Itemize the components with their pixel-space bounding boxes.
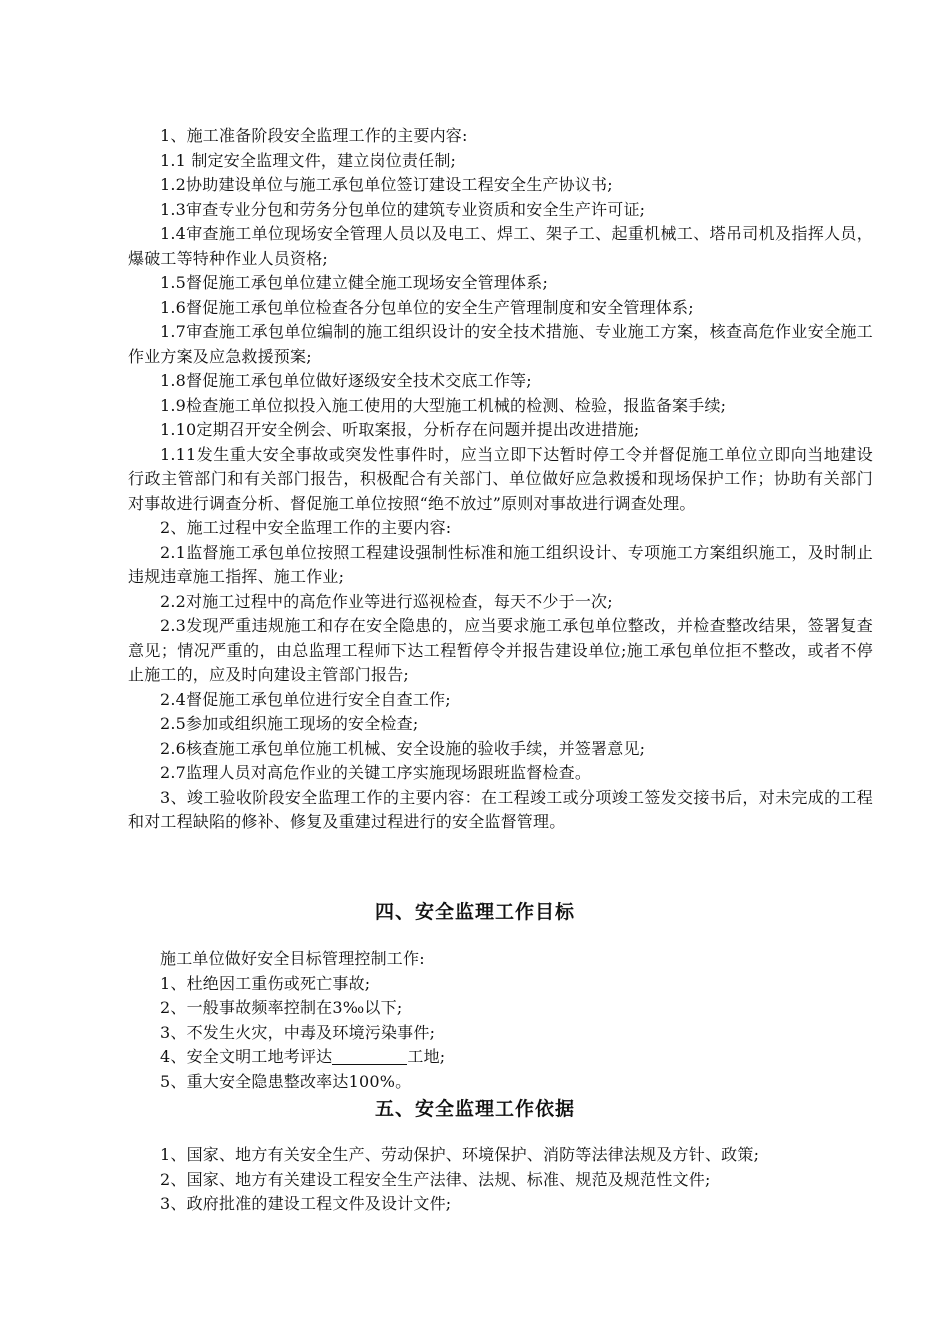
- paragraph: 1.1 制定安全监理文件，建立岗位责任制;: [160, 150, 457, 170]
- paragraph: 1.2协助建设单位与施工承包单位签订建设工程安全生产协议书;: [160, 175, 613, 194]
- goal-item-4-suffix: 工地;: [407, 1047, 446, 1066]
- section-5-heading: 五、安全监理工作依据: [374, 1098, 575, 1120]
- basis-item: 3、政府批准的建设工程文件及设计文件;: [160, 1194, 452, 1213]
- paragraph: 2.1监督施工承包单位按照工程建设强制性标准和施工组织设计、专项施工方案组织施工，及时制止违规违章施工指挥、施工作业;: [128, 542, 873, 586]
- goal-item-5: 5、重大安全隐患整改率达100%。: [160, 1071, 412, 1091]
- basis-item: 2、国家、地方有关建设工程安全生产法律、法规、标准、规范及规范性文件;: [160, 1169, 711, 1189]
- section-4-intro: 施工单位做好安全目标管理控制工作:: [160, 949, 425, 968]
- paragraph: 1.9检查施工单位拟投入施工使用的大型施工机械的检测、检验，报监备案手续;: [160, 395, 727, 415]
- section-4-body: [128, 947, 873, 1094]
- paragraph: 1.10定期召开安全例会、听取案报，分析存在问题并提出改进措施;: [160, 420, 640, 439]
- paragraph: 1.4审查施工单位现场安全管理人员以及电工、焊工、架子工、起重机械工、塔吊司机及指挥人员，爆破工等特种作业人员资格;: [128, 224, 873, 268]
- goal-item-4-prefix: 4、安全文明工地考评达: [160, 1047, 333, 1066]
- paragraph: 2、施工过程中安全监理工作的主要内容:: [160, 518, 452, 537]
- goal-item: 1、杜绝因工重伤或死亡事故;: [160, 973, 371, 993]
- section-3-body: [128, 124, 873, 835]
- paragraph: 1.5督促施工承包单位建立健全施工现场安全管理体系;: [160, 273, 549, 292]
- paragraph: 3、竣工验收阶段安全监理工作的主要内容：在工程竣工或分项竣工签发交接书后，对未完成的工程和对工程缺陷的修补、修复及重建过程进行的安全监督管理。: [128, 787, 873, 831]
- paragraph: 2.4督促施工承包单位进行安全自查工作;: [160, 689, 451, 709]
- paragraph: 1.7审查施工承包单位编制的施工组织设计的安全技术措施、专业施工方案，核查高危作业安全施工作业方案及应急救援预案;: [128, 322, 873, 366]
- paragraph: 1.11发生重大安全事故或突发性事件时，应当立即下达暂时停工令并督促施工单位立即向当地建设行政主管部门和有关部门报告，积极配合有关部门、单位做好应急救援和现场保护工作；协助有关部门对事故进行调查分析、督促施工单位按照“绝不放过”原则对事故进行调查处理。: [128, 444, 873, 513]
- paragraph: 1.8督促施工承包单位做好逐级安全技术交底工作等;: [160, 371, 532, 390]
- goal-item-4: [128, 1045, 873, 1070]
- paragraph: 1、施工准备阶段安全监理工作的主要内容:: [160, 126, 468, 145]
- basis-item: 1、国家、地方有关安全生产、劳动保护、环境保护、消防等法律法规及方针、政策;: [160, 1145, 760, 1164]
- paragraph: 2.5参加或组织施工现场的安全检查;: [160, 714, 419, 733]
- paragraph: 2.3发现严重违规施工和存在安全隐患的，应当要求施工承包单位整改，并检查整改结果，签署复查意见；情况严重的，由总监理工程师下达工程暂停令并报告建设单位;施工承包单位拒不整改，或者不停止施工的，应及时向建设主管部门报告;: [128, 616, 873, 684]
- paragraph: 1.6督促施工承包单位检查各分包单位的安全生产管理制度和安全管理体系;: [160, 297, 694, 317]
- paragraph: 1.3审查专业分包和劳务分包单位的建筑专业资质和安全生产许可证;: [160, 199, 646, 219]
- goal-item: 3、不发生火灾，中毒及环境污染事件;: [160, 1022, 436, 1042]
- section-5-body: [128, 1143, 873, 1217]
- goal-item: 2、一般事故频率控制在3‰以下;: [160, 998, 403, 1017]
- paragraph: 2.2对施工过程中的高危作业等进行巡视检查，每天不少于一次;: [160, 591, 613, 611]
- paragraph: 2.7监理人员对高危作业的关键工序实施现场跟班监督检查。: [160, 763, 592, 782]
- paragraph: 2.6核查施工承包单位施工机械、安全设施的验收手续，并签署意见;: [160, 738, 646, 758]
- section-4-heading: 四、安全监理工作目标: [374, 901, 575, 923]
- fill-in-blank: [332, 1048, 407, 1065]
